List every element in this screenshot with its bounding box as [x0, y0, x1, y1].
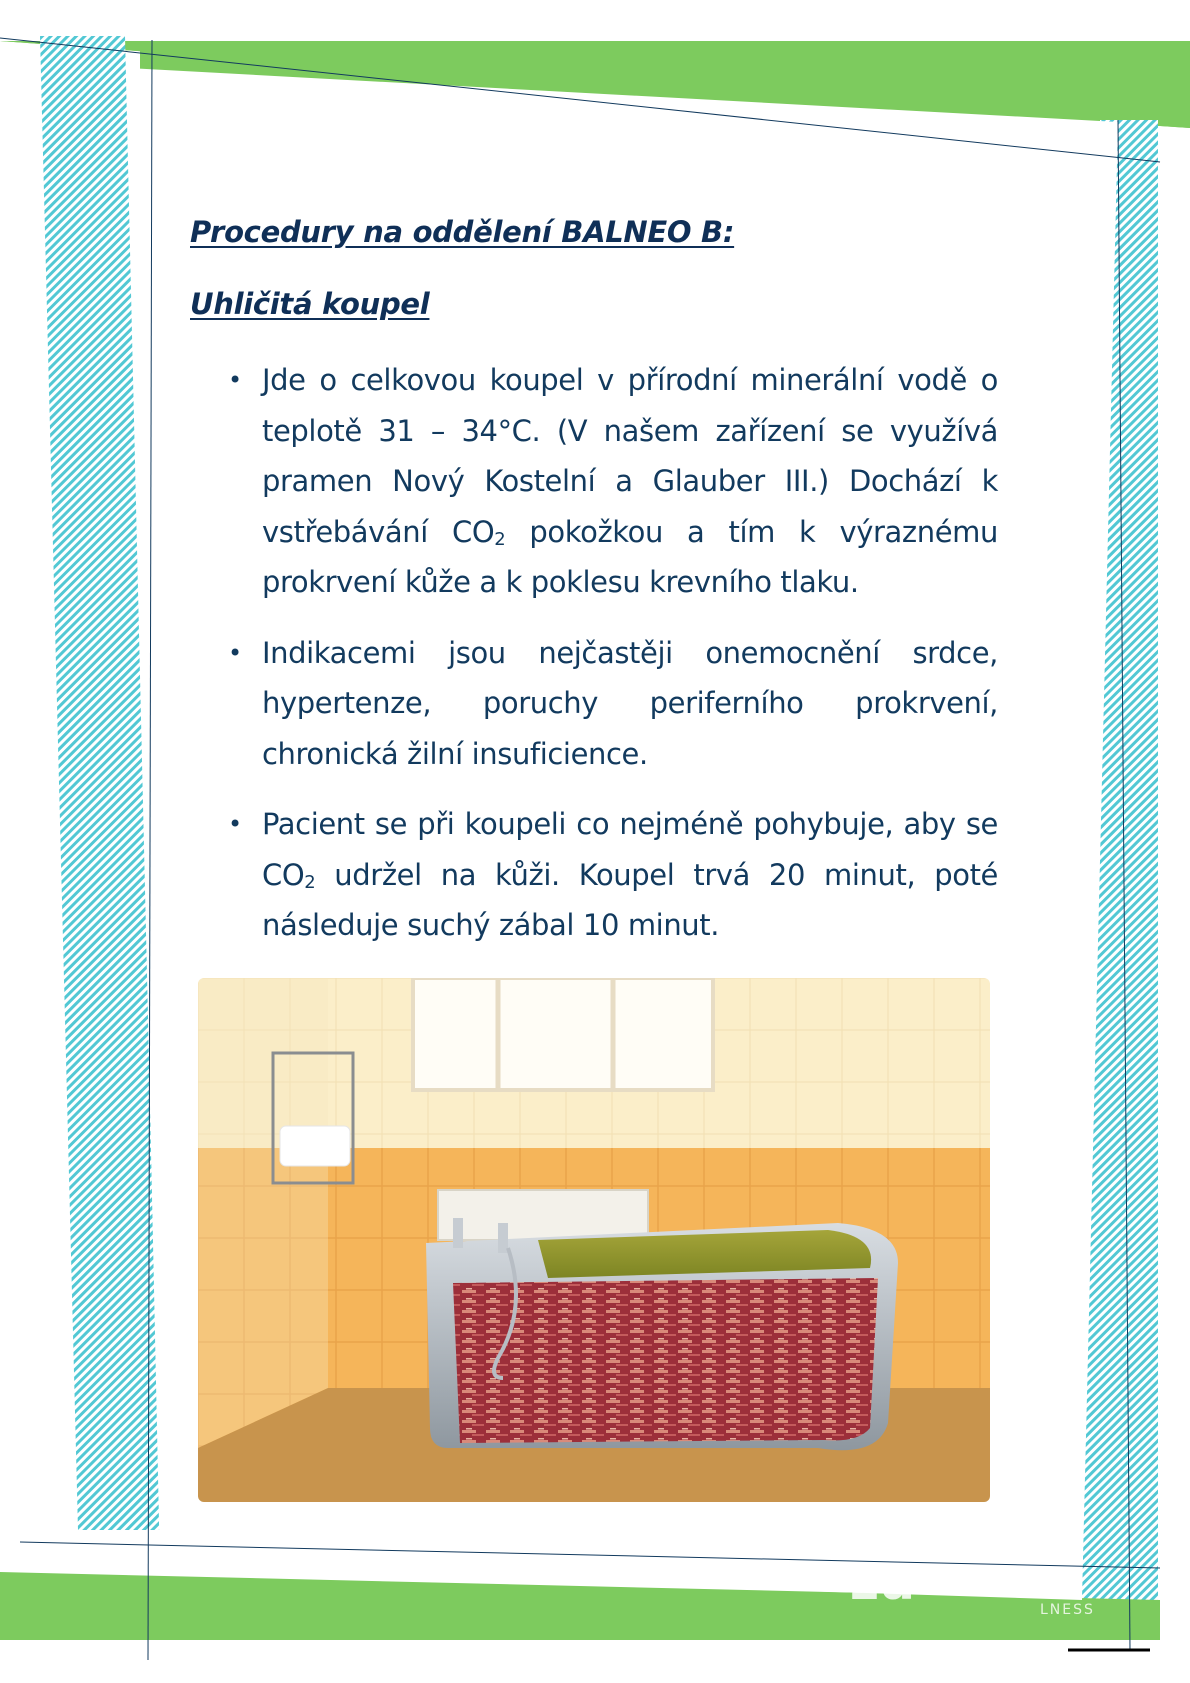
bullet-item-instructions: • Pacient se při koupeli co nejméně pohybuje, aby se $CO_2$ udržel na kůži. Koupel trvá 20 minut, poté následuje suchý zábal 10 minut.	[190, 799, 998, 951]
brand-logo: za	[850, 1553, 917, 1611]
bathtub-photo	[198, 978, 990, 1502]
bullet-marker: •	[228, 366, 242, 394]
brand-logo-subtitle: LNESS	[1040, 1602, 1095, 1618]
procedure-title: Uhličitá koupel	[190, 287, 430, 321]
bullet-marker: •	[228, 638, 242, 667]
section-heading: Procedury na oddělení BALNEO B:	[190, 215, 735, 249]
bullet-item-indications: • Indikacemi jsou nejčastěji onemocnění srdce, hypertenze, poruchy periferního prokrvení, chronická žilní insuficience.	[190, 628, 998, 780]
bullet-item-description: • Jde o celkovou koupel v přírodní minerální vodě o teplotě 31 – 34°C. (V našem zařízení se využívá pramen Nový Kostelní a Glauber III.) Dochází k vstřebávání $CO_2$ pokožkou a tím k výraznému prokrvení kůže a k poklesu krevního tlaku.	[190, 355, 998, 608]
bullet-marker: •	[228, 810, 242, 838]
procedure-bullet-list	[190, 355, 998, 951]
